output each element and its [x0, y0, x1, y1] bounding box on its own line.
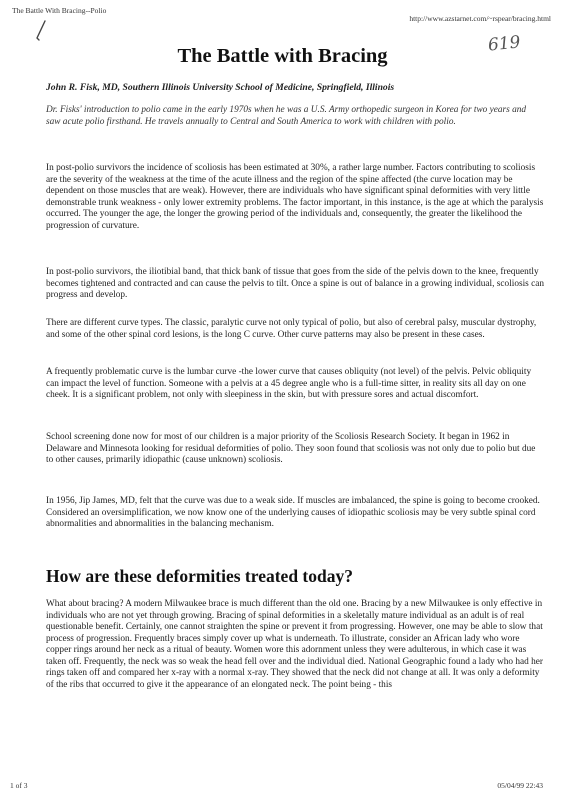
- article-title: The Battle with Bracing: [177, 45, 388, 67]
- print-timestamp: 05/04/99 22:43: [497, 781, 543, 790]
- article-byline: John R. Fisk, MD, Southern Illinois University School of Medicine, Springfield, Illinois: [46, 82, 395, 93]
- paragraph-weak-side: In 1956, Jip James, MD, felt that the curve was due to a weak side. If muscles are imbalanced, the spine is going to become crooked. Considered an oversimplification, we now know one of the underlying causes of idiopathic scoliosis may be very subtle spinal cord abnormalities and abnormalities in the balancing mechanism.: [46, 496, 540, 529]
- handwritten-page-mark: 619: [487, 32, 522, 56]
- paragraph-lumbar-curve: A frequently problematic curve is the lumbar curve -the lower curve that causes obliquity (not level) of the pelvis. Pelvic obliquity can impact the level of function. Someone with a pelvis at a 45 degree angle who is a full-time sitter, in reality sits all day on one cheek. It is a significant problem, not only with sleepiness in the skin, but with pressure sores and actual discomfort.: [46, 367, 532, 400]
- paragraph-bracing: What about bracing? A modern Milwaukee brace is much different than the old one. Bracing by a new Milwaukee is only effective in individuals who are not yet through growing. Bracing of spinal deformities in a skeletally mature individual as an adult is of real questionable benefit. Certainly, one cannot straighten the spine or prevent it from progressing. However, one may be able to slow that process of progression. Frequently braces simply cover up what is underneath. To illustrate, consider an African lady who wore copper rings around her neck as a ritual of beauty. Women wore this adornment unless they were adulterous, in which case it was taken off. Frequently, the neck was so weak the head fell over and the individual died. National Geographic found a lady who had her rings taken off and compared her x-ray with a normal x-ray. They showed that the neck did not change at all. It was only a deformity of the ribs that occurred to give it the appearance of an elongated neck. The point being - this: [46, 599, 543, 690]
- page-number: 1 of 3: [10, 781, 28, 790]
- print-header-url[interactable]: http://www.azstarnet.com/~rspear/bracing.html: [409, 14, 551, 23]
- paragraph-school-screening: School screening done now for most of our children is a major priority of the Scoliosis Research Society. It began in 1962 in Delaware and Minnesota looking for residual deformities of polio. They soon found that scoliosis was not only due to polio but due to other causes, primarily idiopathic (cause unknown) scoliosis.: [46, 432, 536, 465]
- author-intro: Dr. Fisks' introduction to polio came in the early 1970s when he was a U.S. Army orthopedic surgeon in Korea for two years and saw acute polio firsthand. He travels annually to Central and South America to work with children with polio.: [46, 105, 527, 127]
- pen-stroke-icon: [34, 20, 48, 42]
- paragraph-iliotibial-band: In post-polio survivors, the iliotibial band, that thick bank of tissue that goes from the side of the pelvis down to the knee, frequently becomes tightened and contracted and can cause the pelvis to tilt. Once a spine is out of balance in a growing individual, scoliosis can progress and develop.: [46, 267, 545, 300]
- paragraph-incidence: In post-polio survivors the incidence of scoliosis has been estimated at 30%, a rather large number. Factors contributing to scoliosis are the severity of the weakness at the time of the acute illness and the region of the spine affected (the curve location may be dependent on those muscles that are weak). However, there are individuals who have significant spinal deformities with very little demonstrable trunk weakness - only lower extremity problems. The factor important, in this instance, is the age at which the paralysis occurred. The younger the age, the longer the growing period of the individuals and, consequently, the greater the likelihood the progression of curvature.: [46, 163, 544, 231]
- print-header-title: The Battle With Bracing--Polio: [12, 6, 107, 15]
- section-heading: How are these deformities treated today?: [46, 566, 353, 586]
- paragraph-curve-types: There are different curve types. The classic, paralytic curve not only typical of polio, but also of cerebral palsy, muscular dystrophy, and some of the other spinal cord lesions, is the long C curve. Other curve patterns may also be present in these cases.: [46, 318, 537, 340]
